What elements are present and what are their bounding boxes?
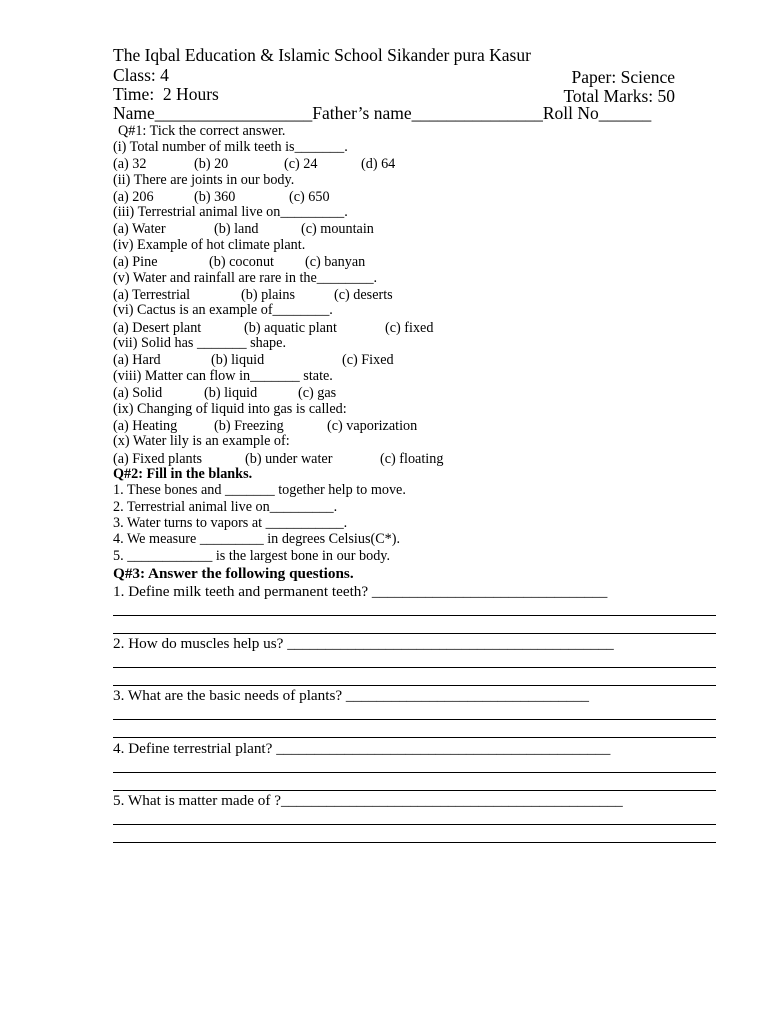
q1-question: (ix) Changing of liquid into gas is called:	[113, 401, 347, 417]
total-marks-label: Total Marks: 50	[563, 86, 675, 106]
q1-option: (c) floating	[380, 451, 444, 467]
time-label: Time: 2 Hours	[113, 84, 219, 104]
answer-line	[113, 633, 716, 634]
q1-option: (c) 650	[289, 189, 330, 205]
paper-label: Paper: Science	[571, 67, 675, 87]
q2-item: 5. ____________ is the largest bone in our body.	[113, 548, 391, 564]
q1-option: (a) Terrestrial	[113, 287, 191, 303]
q1-question: (iii) Terrestrial animal live on_________.	[113, 204, 348, 220]
q3-title: Q#3: Answer the following questions.	[113, 565, 354, 582]
q1-option: (b) coconut	[209, 254, 275, 270]
q1-option: (b) plains	[241, 287, 295, 303]
q1-option: (b) liquid	[204, 385, 258, 401]
q3-question: 2. How do muscles help us? ___________________________________________	[113, 635, 614, 652]
answer-line	[113, 824, 716, 825]
q1-option: (c) fixed	[385, 320, 434, 336]
q1-option: (b) 360	[194, 189, 236, 205]
q1-option: (a) Water	[113, 221, 166, 237]
answer-line	[113, 737, 716, 738]
q1-option: (b) land	[214, 221, 259, 237]
q1-option: (b) liquid	[211, 352, 265, 368]
q3-question: 3. What are the basic needs of plants? ________________________________	[113, 687, 589, 704]
q3-question: 1. Define milk teeth and permanent teeth? _______________________________	[113, 583, 608, 600]
q1-option: (a) Fixed plants	[113, 451, 203, 467]
school-name: The Iqbal Education & Islamic School Sikander pura Kasur	[113, 45, 531, 65]
q1-question: (iv) Example of hot climate plant.	[113, 237, 306, 253]
q1-option: (a) Solid	[113, 385, 163, 401]
q2-item: 3. Water turns to vapors at ___________.	[113, 515, 348, 531]
q1-option: (b) Freezing	[214, 418, 284, 434]
q1-option: (a) Heating	[113, 418, 178, 434]
q1-option: (a) Pine	[113, 254, 158, 270]
q3-question: 5. What is matter made of ?_____________________________________________	[113, 792, 623, 809]
q1-option: (c) 24	[284, 156, 318, 172]
q2-item: 4. We measure _________ in degrees Celsius(C*).	[113, 531, 401, 547]
q1-title: Q#1: Tick the correct answer.	[118, 123, 286, 139]
q1-option: (c) deserts	[334, 287, 393, 303]
q2-item: 1. These bones and _______ together help to move.	[113, 482, 406, 498]
q1-option: (b) 20	[194, 156, 229, 172]
answer-line	[113, 790, 716, 791]
answer-line	[113, 719, 716, 720]
answer-line	[113, 772, 716, 773]
class-label: Class: 4	[113, 65, 169, 85]
q1-option: (c) gas	[298, 385, 337, 401]
q1-option: (c) banyan	[305, 254, 366, 270]
answer-line	[113, 615, 716, 616]
answer-line	[113, 667, 716, 668]
q2-item: 2. Terrestrial animal live on_________.	[113, 499, 338, 515]
q1-option: (d) 64	[361, 156, 396, 172]
q1-option: (a) 32	[113, 156, 147, 172]
q1-question: (vi) Cactus is an example of________.	[113, 302, 333, 318]
student-info-line: Name__________________Father’s name_______________Roll No______	[113, 103, 652, 123]
q1-question: (vii) Solid has _______ shape.	[113, 335, 286, 351]
answer-line	[113, 842, 716, 843]
answer-line	[113, 685, 716, 686]
q1-option: (b) aquatic plant	[244, 320, 337, 336]
q1-option: (c) Fixed	[342, 352, 394, 368]
q1-option: (c) vaporization	[327, 418, 418, 434]
q1-option: (a) Hard	[113, 352, 161, 368]
q2-title: Q#2: Fill in the blanks.	[113, 466, 253, 482]
q1-option: (a) Desert plant	[113, 320, 202, 336]
q1-question: (i) Total number of milk teeth is_______.	[113, 139, 348, 155]
q1-option: (b) under water	[245, 451, 333, 467]
q1-question: (v) Water and rainfall are rare in the________.	[113, 270, 378, 286]
q1-question: (ii) There are joints in our body.	[113, 172, 295, 188]
q1-question: (x) Water lily is an example of:	[113, 433, 290, 449]
q1-option: (c) mountain	[301, 221, 374, 237]
q1-question: (viii) Matter can flow in_______ state.	[113, 368, 333, 384]
q1-option: (a) 206	[113, 189, 154, 205]
q3-question: 4. Define terrestrial plant? ____________________________________________	[113, 740, 611, 757]
